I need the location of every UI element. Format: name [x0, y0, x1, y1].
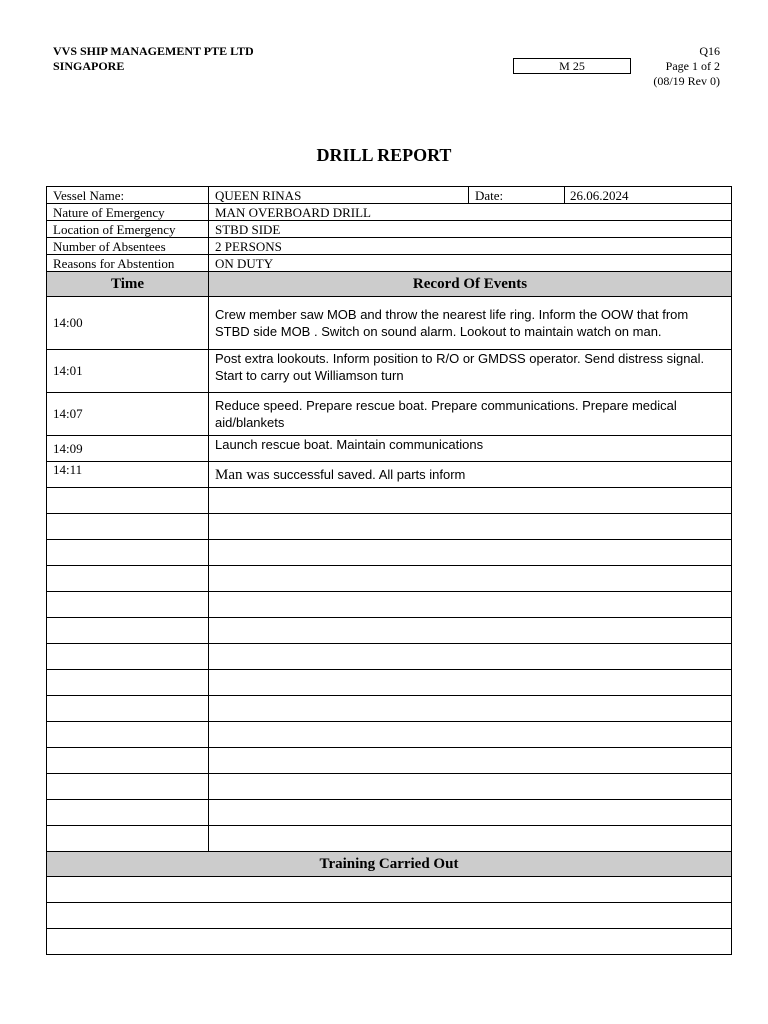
reasons-row [47, 255, 732, 272]
training-cell [47, 929, 732, 955]
vessel-label: Vessel Name: [47, 187, 209, 204]
empty-time-cell [47, 774, 209, 800]
revision-code: (08/19 Rev 0) [653, 74, 720, 88]
empty-time-cell [47, 618, 209, 644]
event-description [209, 462, 732, 488]
empty-record-cell [209, 722, 732, 748]
event-description-lead: Man was [215, 466, 270, 483]
empty-time-cell [47, 670, 209, 696]
location-label: Location of Emergency [47, 221, 209, 238]
empty-event-row [47, 488, 732, 514]
event-row [47, 297, 732, 350]
event-time: 14:11 [47, 462, 209, 488]
location-row [47, 221, 732, 238]
empty-record-cell [209, 748, 732, 774]
page-title: DRILL REPORT [316, 145, 452, 165]
absentees-value: 2 PERSONS [209, 238, 732, 255]
empty-event-row [47, 566, 732, 592]
empty-event-row [47, 800, 732, 826]
empty-time-cell [47, 722, 209, 748]
record-column-header: Record Of Events [209, 272, 732, 297]
empty-event-row [47, 774, 732, 800]
empty-record-cell [209, 826, 732, 852]
empty-time-cell [47, 540, 209, 566]
empty-record-cell [209, 540, 732, 566]
training-header-row [47, 852, 732, 877]
empty-time-cell [47, 826, 209, 852]
empty-event-row [47, 722, 732, 748]
nature-label: Nature of Emergency [47, 204, 209, 221]
date-label: Date: [469, 187, 565, 204]
absentees-row [47, 238, 732, 255]
event-description: Reduce speed. Prepare rescue boat. Prepare communications. Prepare medical aid/blankets [209, 393, 732, 436]
empty-event-row [47, 592, 732, 618]
event-row [47, 350, 732, 393]
training-row [47, 903, 732, 929]
q-code: Q16 [699, 44, 720, 58]
nature-row [47, 204, 732, 221]
events-header-row [47, 272, 732, 297]
empty-time-cell [47, 644, 209, 670]
empty-time-cell [47, 488, 209, 514]
training-cell [47, 877, 732, 903]
reasons-label: Reasons for Abstention [47, 255, 209, 272]
empty-time-cell [47, 696, 209, 722]
training-header: Training Carried Out [47, 852, 732, 877]
empty-event-row [47, 826, 732, 852]
empty-event-row [47, 748, 732, 774]
empty-event-row [47, 670, 732, 696]
event-row [47, 462, 732, 488]
page-number: Page 1 of 2 [665, 59, 720, 73]
empty-record-cell [209, 800, 732, 826]
drill-report-table [46, 186, 732, 955]
empty-event-row [47, 618, 732, 644]
event-time: 14:07 [47, 393, 209, 436]
form-number-box: M 25 [513, 58, 631, 74]
empty-record-cell [209, 670, 732, 696]
empty-record-cell [209, 774, 732, 800]
event-time: 14:09 [47, 436, 209, 462]
empty-event-row [47, 644, 732, 670]
absentees-label: Number of Absentees [47, 238, 209, 255]
empty-time-cell [47, 514, 209, 540]
empty-record-cell [209, 696, 732, 722]
reasons-value: ON DUTY [209, 255, 732, 272]
event-row [47, 393, 732, 436]
empty-time-cell [47, 800, 209, 826]
empty-time-cell [47, 748, 209, 774]
nature-value: MAN OVERBOARD DRILL [209, 204, 732, 221]
empty-record-cell [209, 618, 732, 644]
empty-time-cell [47, 566, 209, 592]
empty-event-row [47, 540, 732, 566]
training-cell [47, 903, 732, 929]
vessel-row [47, 187, 732, 204]
empty-record-cell [209, 566, 732, 592]
location-value: STBD SIDE [209, 221, 732, 238]
empty-record-cell [209, 488, 732, 514]
empty-record-cell [209, 644, 732, 670]
company-name: VVS SHIP MANAGEMENT PTE LTD [53, 44, 254, 58]
empty-event-row [47, 696, 732, 722]
event-description-rest: successful saved. All parts inform [269, 466, 466, 482]
training-row [47, 877, 732, 903]
company-city: SINGAPORE [53, 59, 125, 73]
event-description: Launch rescue boat. Maintain communications [209, 436, 732, 462]
empty-record-cell [209, 592, 732, 618]
time-column-header: Time [47, 272, 209, 297]
date-value: 26.06.2024 [565, 187, 732, 204]
event-description: Post extra lookouts. Inform position to R/O or GMDSS operator. Send distress signal. Start to carry out Williamson turn [209, 350, 732, 393]
vessel-value: QUEEN RINAS [209, 187, 469, 204]
empty-event-row [47, 514, 732, 540]
training-row [47, 929, 732, 955]
event-row [47, 436, 732, 462]
empty-record-cell [209, 514, 732, 540]
event-description: Crew member saw MOB and throw the nearest life ring. Inform the OOW that from STBD side MOB . Switch on sound alarm. Lookout to maintain watch on man. [209, 297, 732, 350]
event-time: 14:00 [47, 297, 209, 350]
empty-time-cell [47, 592, 209, 618]
event-time: 14:01 [47, 350, 209, 393]
